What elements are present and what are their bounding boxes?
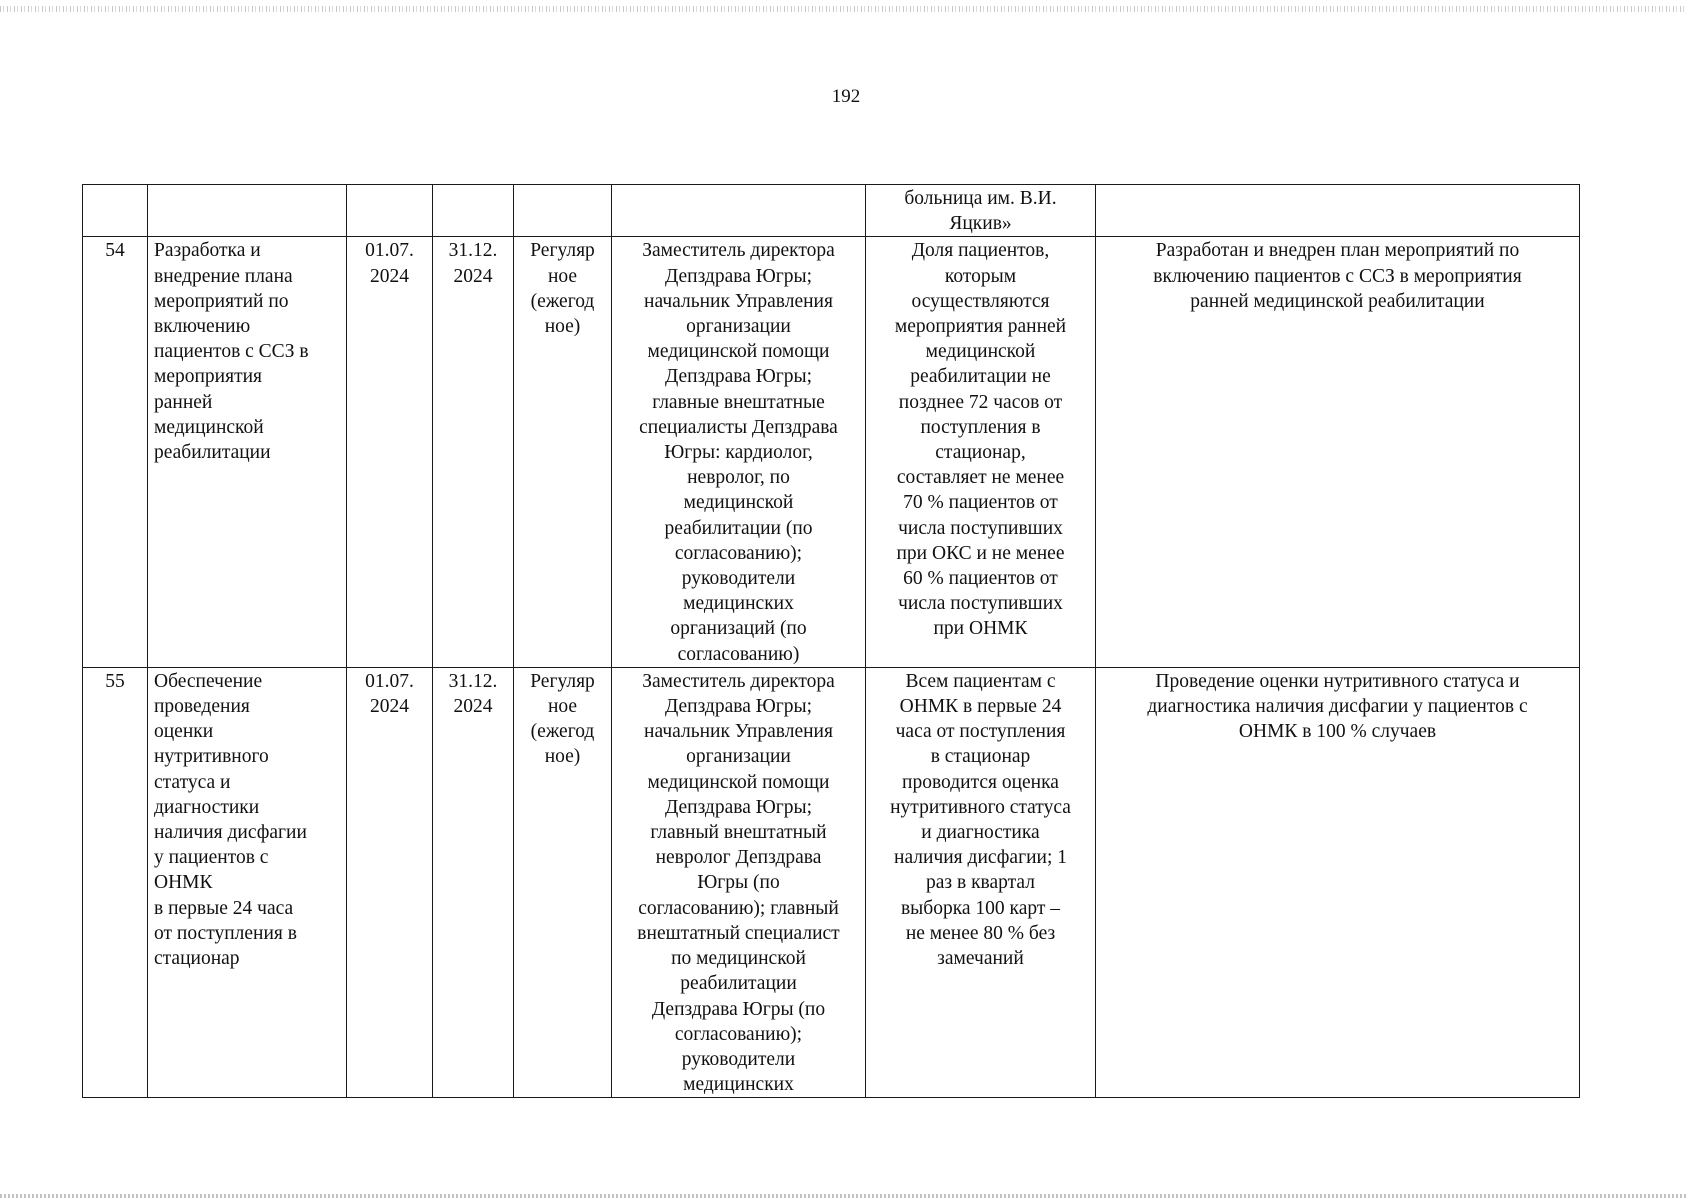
table-row-55 — [83, 667, 1580, 1097]
cell-responsible: Заместитель директора Депздрава Югры; начальник Управления организации медицинской помощи Депздрава Югры; главный внештатный невролог Депздрава Югры (по согласованию); главный внештатный специалист по медицинской реабилитации Депздрава Югры (по согласованию); руководители медицинских — [612, 667, 866, 1097]
cell-num — [83, 185, 148, 237]
cell-end-date: 31.12. 2024 — [433, 667, 514, 1097]
cell-result: Разработан и внедрен план мероприятий по включению пациентов с ССЗ в мероприятия ранней медицинской реабилитации — [1096, 237, 1580, 667]
cell-event: Обеспечение проведения оценки нутритивного статуса и диагностики наличия дисфагии у пациентов с ОНМК в первые 24 часа от поступления в стационар — [148, 667, 347, 1097]
cell-event: Разработка и внедрение плана мероприятий по включению пациентов с ССЗ в мероприятия ранней медицинской реабилитации — [148, 237, 347, 667]
cell-continuation-text: больница им. В.И. Яцкив» — [866, 185, 1096, 237]
cell-indicator: Доля пациентов, которым осуществляются мероприятия ранней медицинской реабилитации не позднее 72 часов от поступления в стационар, составляет не менее 70 % пациентов от числа поступивших при ОКС и не менее 60 % пациентов от числа поступивших при ОНМК — [866, 237, 1096, 667]
cell-periodicity — [514, 185, 612, 237]
measures-table — [82, 184, 1580, 1098]
cell-result — [1096, 185, 1580, 237]
cell-periodicity: Регуляр ное (ежегод ное) — [514, 667, 612, 1097]
cell-end-date: 31.12. 2024 — [433, 237, 514, 667]
cell-responsible — [612, 185, 866, 237]
scan-edge-bottom — [0, 1194, 1686, 1198]
page-number: 192 — [831, 86, 861, 107]
cell-event — [148, 185, 347, 237]
table-row-continuation — [83, 185, 1580, 237]
cell-end — [433, 185, 514, 237]
scan-edge-top — [0, 6, 1686, 12]
cell-result: Проведение оценки нутритивного статуса и диагностика наличия дисфагии у пациентов с ОНМК в 100 % случаев — [1096, 667, 1580, 1097]
table-row-54 — [83, 237, 1580, 667]
cell-periodicity: Регуляр ное (ежегод ное) — [514, 237, 612, 667]
cell-start — [347, 185, 433, 237]
cell-indicator: Всем пациентам с ОНМК в первые 24 часа от поступления в стационар проводится оценка нутритивного статуса и диагностика наличия дисфагии; 1 раз в квартал выборка 100 карт – не менее 80 % без замечаний — [866, 667, 1096, 1097]
cell-responsible: Заместитель директора Депздрава Югры; начальник Управления организации медицинской помощи Депздрава Югры; главные внештатные специалисты Депздрава Югры: кардиолог, невролог, по медицинской реабилитации (по согласованию); руководители медицинских организаций (по согласованию) — [612, 237, 866, 667]
cell-num: 55 — [83, 667, 148, 1097]
cell-start-date: 01.07. 2024 — [347, 237, 433, 667]
cell-num: 54 — [83, 237, 148, 667]
cell-start-date: 01.07. 2024 — [347, 667, 433, 1097]
